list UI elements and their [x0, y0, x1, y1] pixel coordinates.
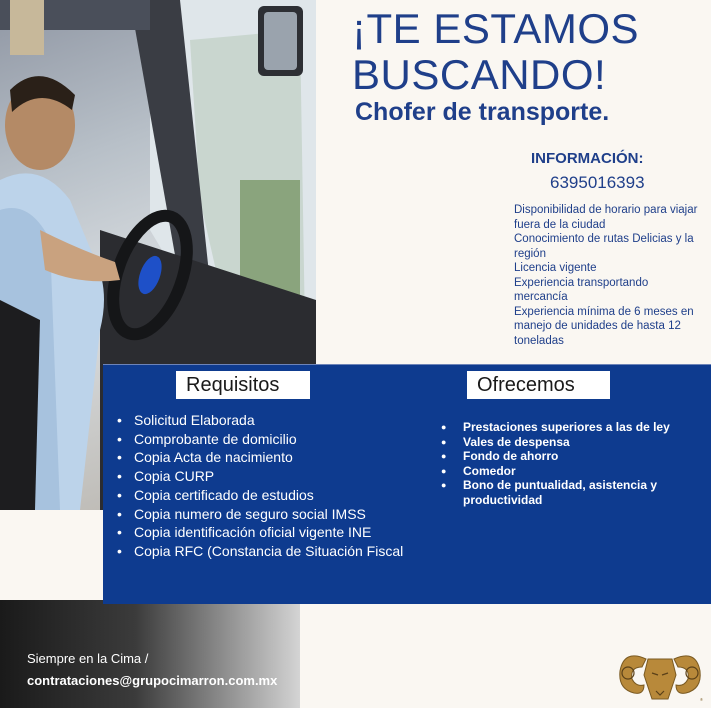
- info-phone: 6395016393: [550, 173, 645, 192]
- ofrecemos-item: ● Bono de puntualidad, asistencia y productividad: [439, 478, 701, 507]
- ofrecemos-heading: Ofrecemos: [467, 371, 610, 399]
- requisito-item: • Copia identificación oficial vigente INE: [117, 523, 417, 542]
- info-item: Experiencia mínima de 6 meses en manejo de unidades de hasta 12 toneladas: [514, 305, 694, 347]
- requisito-item: • Comprobante de domicilio: [117, 430, 417, 449]
- requisito-item: • Copia certificado de estudios: [117, 486, 417, 505]
- contact-email[interactable]: contrataciones@grupocimarron.com.mx: [27, 673, 278, 688]
- ofrecemos-item: ● Vales de despensa: [439, 435, 701, 450]
- headline-line-1: ¡TE ESTAMOS: [352, 5, 640, 52]
- ofrecemos-item: ● Comedor: [439, 464, 701, 479]
- headline: [352, 6, 639, 98]
- requisito-item: • Copia RFC (Constancia de Situación Fiscal: [117, 542, 417, 561]
- info-item: Experiencia transportando mercancía: [514, 276, 649, 303]
- ram-head-logo-icon: [616, 645, 704, 703]
- job-title: Chofer de transporte.: [355, 98, 610, 126]
- requisito-item: • Solicitud Elaborada: [117, 411, 417, 430]
- info-item: Conocimiento de rutas Delicias y la región: [514, 233, 694, 260]
- requisito-item: • Copia CURP: [117, 467, 417, 486]
- info-title: INFORMACIÓN:: [531, 150, 644, 167]
- requirements-panel: [103, 364, 711, 604]
- requisito-item: • Copia Acta de nacimiento: [117, 448, 417, 467]
- requisitos-heading: Requisitos: [176, 371, 310, 399]
- svg-text:®: ®: [700, 697, 703, 702]
- requisito-item: • Copia numero de seguro social IMSS: [117, 505, 417, 524]
- info-item: Disponibilidad de horario para viajar fuera de la ciudad: [514, 204, 698, 231]
- info-list: [514, 203, 704, 348]
- footer-slogan: Siempre en la Cima /: [27, 651, 149, 666]
- requisitos-list: [117, 411, 417, 561]
- ofrecemos-item: ● Fondo de ahorro: [439, 449, 701, 464]
- headline-line-2: BUSCANDO!: [352, 51, 607, 98]
- info-item: Licencia vigente: [514, 262, 597, 274]
- ofrecemos-item: ● Prestaciones superiores a las de ley: [439, 420, 701, 435]
- ofrecemos-list: [439, 420, 701, 508]
